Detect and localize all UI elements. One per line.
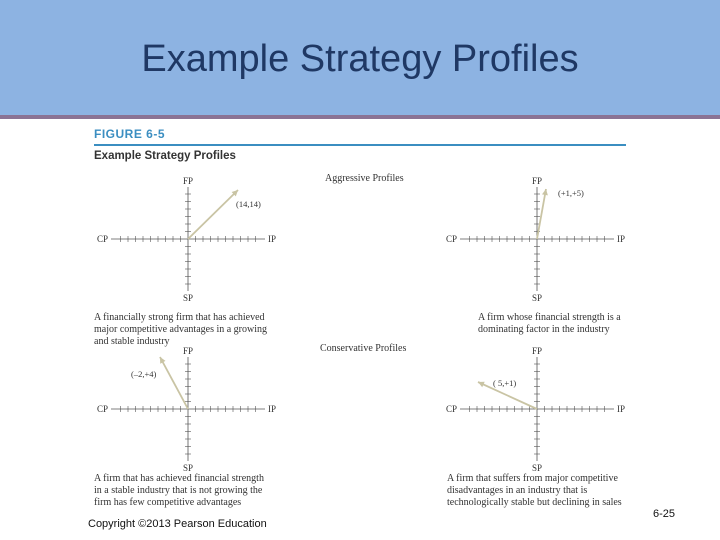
caption-line: A financially strong firm that has achieved [94, 312, 265, 323]
axis-label-cp: CP [96, 234, 108, 244]
axis-label-sp: SP [182, 463, 194, 473]
axis-label-fp: FP [182, 346, 194, 356]
conservative-profiles-heading: Conservative Profiles [320, 343, 407, 354]
axis-label-ip: IP [268, 404, 277, 414]
axis-label-fp: FP [531, 176, 543, 186]
caption-line: firm has few competitive advantages [94, 497, 242, 508]
profile-diagram-1 [97, 176, 276, 303]
profile-1-caption [94, 312, 267, 348]
caption-line: major competitive advantages in a growing [94, 324, 268, 335]
figure-name: Example Strategy Profiles [94, 150, 236, 162]
profile-3-caption [94, 473, 264, 509]
profile-diagram-4 [446, 346, 625, 473]
caption-line: dominating factor in the industry [478, 324, 610, 335]
axis-label-fp: FP [531, 346, 543, 356]
profile-vector [537, 189, 546, 239]
caption-line: technologically stable but declining in sales [447, 497, 622, 508]
caption-line: and stable industry [94, 336, 170, 347]
vector-point-label: (–2,+4) [131, 369, 157, 379]
page-number: 6-25 [653, 508, 676, 520]
profile-vector [188, 190, 238, 239]
aggressive-profiles-heading: Aggressive Profiles [325, 173, 404, 184]
caption-line: A firm whose financial strength is a [478, 312, 621, 323]
axis-label-ip: IP [617, 234, 626, 244]
caption-line: A firm that has achieved financial strength [94, 473, 264, 484]
axis-label-cp: CP [445, 404, 457, 414]
axis-label-fp: FP [182, 176, 194, 186]
slide-title: Example Strategy Profiles [141, 38, 579, 80]
profile-4-caption [447, 473, 622, 509]
vector-point-label: (14,14) [236, 199, 261, 209]
vector-point-label: (+1,+5) [558, 188, 584, 198]
profile-diagram-2 [446, 176, 625, 303]
axis-label-cp: CP [445, 234, 457, 244]
profile-2-caption [478, 312, 621, 336]
axis-label-sp: SP [531, 463, 543, 473]
axis-label-sp: SP [531, 293, 543, 303]
vector-point-label: ( 5,+1) [493, 378, 517, 388]
profile-vector [160, 357, 188, 409]
caption-line: A firm that suffers from major competitive [447, 473, 618, 484]
caption-line: in a stable industry that is not growing the [94, 485, 263, 496]
caption-line: disadvantages in an industry that is [447, 485, 588, 496]
figure-label: FIGURE 6-5 [94, 127, 166, 141]
axis-label-cp: CP [96, 404, 108, 414]
axis-label-ip: IP [268, 234, 277, 244]
profile-diagram-3 [97, 346, 276, 473]
copyright-footer: Copyright ©2013 Pearson Education [88, 518, 267, 530]
axis-label-ip: IP [617, 404, 626, 414]
axis-label-sp: SP [182, 293, 194, 303]
